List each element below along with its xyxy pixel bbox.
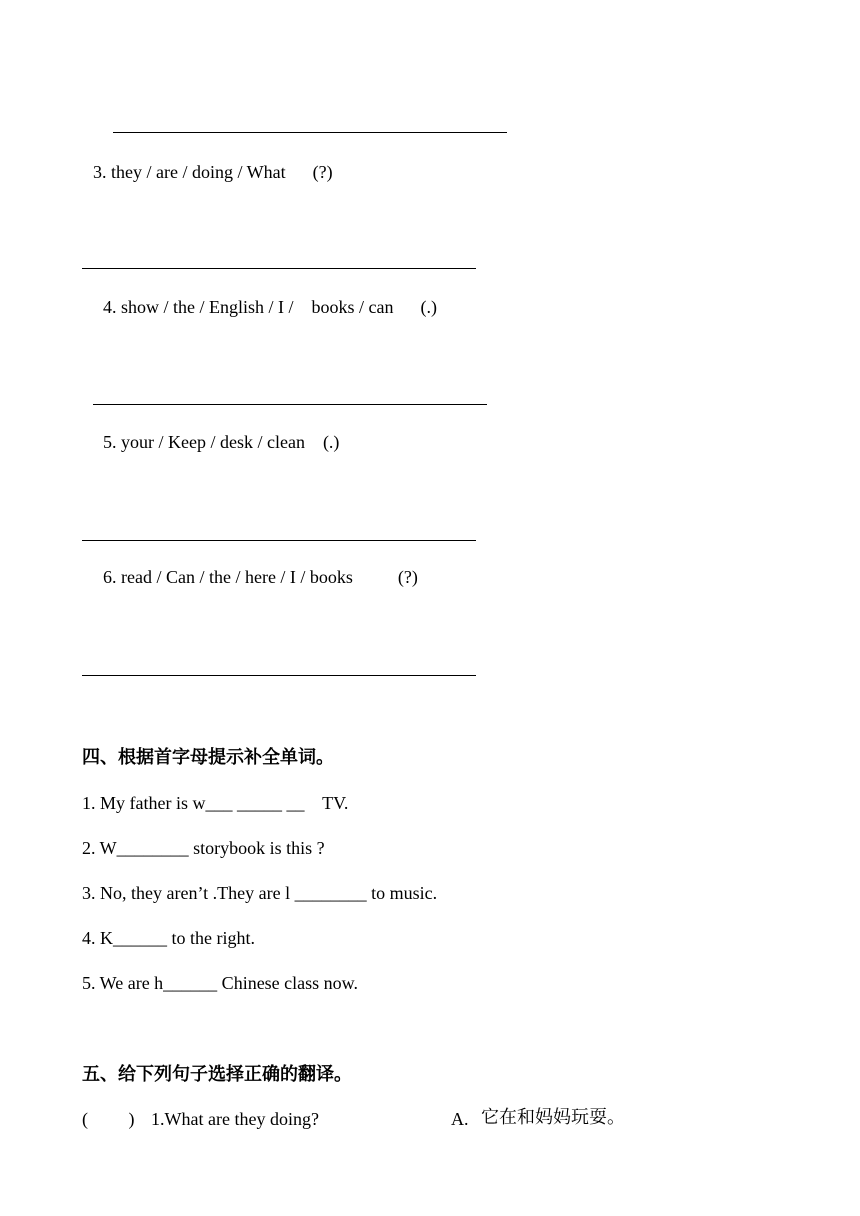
section-heading: 五、给下列句子选择正确的翻译。 [82, 1064, 352, 1085]
answer-bracket: ( ) [82, 1109, 135, 1129]
section-heading: 四、根据首字母提示补全单词。 [82, 747, 334, 768]
question-text: 1.What are they doing? [151, 1109, 319, 1129]
option-letter: A. [451, 1109, 469, 1129]
answer-line [93, 404, 487, 405]
answer-line [82, 268, 476, 269]
fill-blank-item: 3. No, they aren’t .They are l ________ to music. [82, 883, 438, 903]
answer-line [82, 675, 476, 676]
sentence-item: 6. read / Can / the / here / I / books (?) [103, 567, 418, 587]
fill-blank-item: 4. K______ to the right. [82, 928, 255, 948]
fill-blank-item: 5. We are h______ Chinese class now. [82, 973, 358, 993]
fill-blank-item: 1. My father is w___ _____ __ TV. [82, 793, 349, 813]
fill-blank-item: 2. W________ storybook is this ? [82, 838, 325, 858]
answer-line [82, 540, 476, 541]
sentence-item: 5. your / Keep / desk / clean (.) [103, 432, 340, 452]
answer-line [113, 132, 507, 133]
option-text: 它在和妈妈玩耍。 [481, 1107, 625, 1128]
sentence-item: 4. show / the / English / I / books / can (.) [103, 297, 437, 317]
sentence-item: 3. they / are / doing / What (?) [93, 162, 333, 182]
